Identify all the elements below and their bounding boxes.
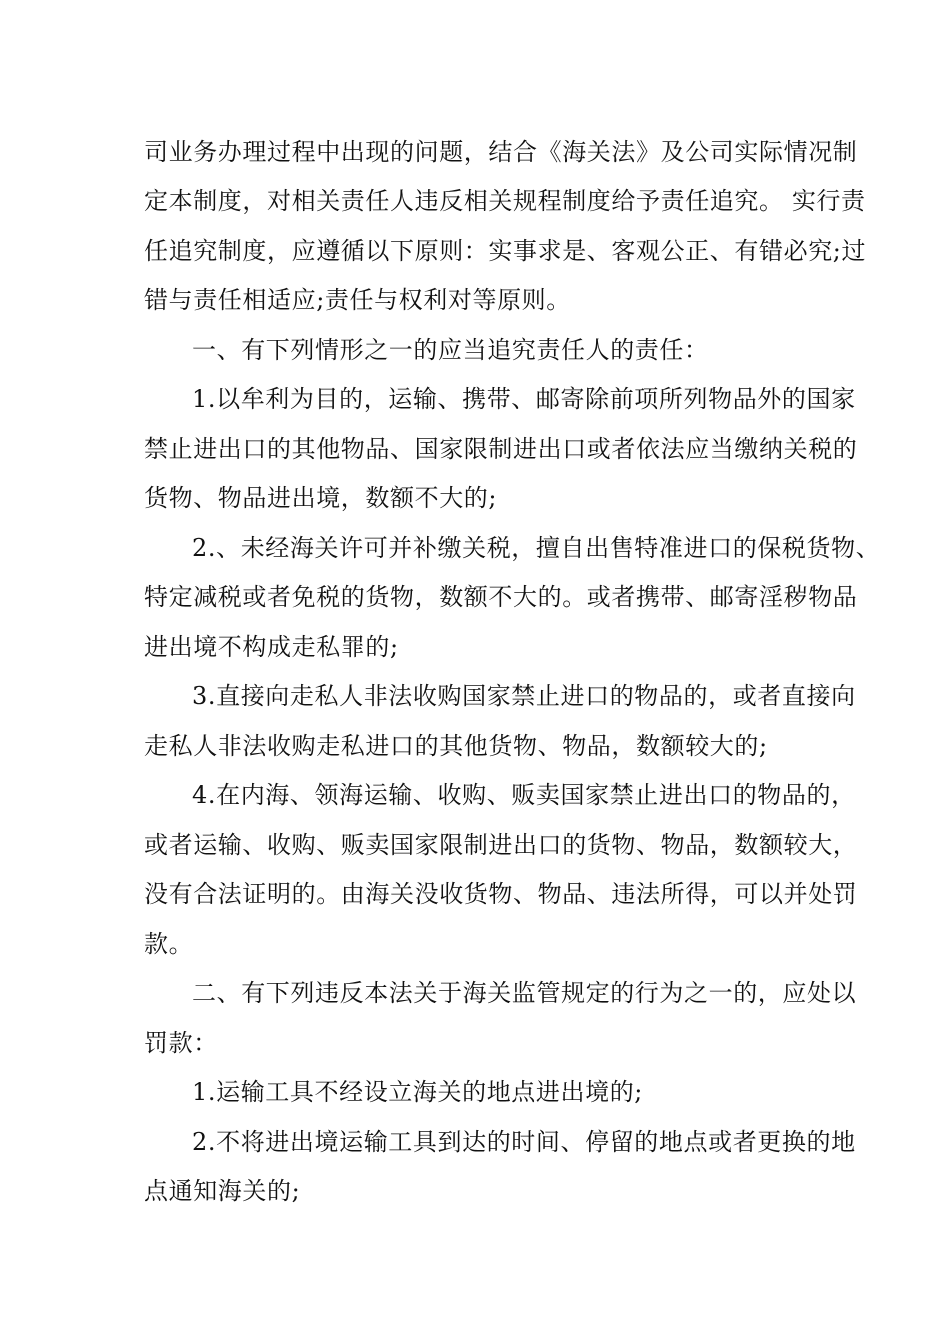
- text-line: 司业务办理过程中出现的问题，结合《海关法》及公司实际情况制: [144, 138, 858, 166]
- text-line: 款。: [144, 930, 194, 958]
- list-item-start: 1.以牟利为目的，运输、携带、邮寄除前项所列物品外的国家: [192, 385, 856, 413]
- list-item-start: 2.、未经海关许可并补缴关税，擅自出售特准进口的保税货物、: [192, 534, 881, 562]
- text-line: 点通知海关的;: [144, 1177, 301, 1205]
- text-line: 货物、物品进出境，数额不大的;: [144, 484, 498, 512]
- list-item-start: 2.不将进出境运输工具到达的时间、停留的地点或者更换的地: [192, 1128, 856, 1156]
- text-line: 没有合法证明的。由海关没收货物、物品、违法所得，可以并处罚: [144, 880, 858, 908]
- text-line: 进出境不构成走私罪的;: [144, 633, 399, 661]
- text-line: 禁止进出口的其他物品、国家限制进出口或者依法应当缴纳关税的: [144, 435, 858, 463]
- text-line: 特定减税或者免税的货物，数额不大的。或者携带、邮寄淫秽物品: [144, 583, 858, 611]
- text-line: 错与责任相适应;责任与权利对等原则。: [144, 286, 571, 314]
- text-line: 走私人非法收购走私进口的其他货物、物品，数额较大的;: [144, 732, 768, 760]
- section-heading: 二、有下列违反本法关于海关监管规定的行为之一的，应处以: [192, 979, 857, 1007]
- list-item-start: 3.直接向走私人非法收购国家禁止进口的物品的，或者直接向: [192, 682, 856, 710]
- text-line: 定本制度，对相关责任人违反相关规程制度给予责任追究。 实行责: [144, 187, 866, 215]
- text-line: 任追究制度，应遵循以下原则：实事求是、客观公正、有错必究;过: [144, 237, 867, 265]
- text-line: 或者运输、收购、贩卖国家限制进出口的货物、物品，数额较大，: [144, 831, 858, 859]
- list-item-start: 1.运输工具不经设立海关的地点进出境的;: [192, 1078, 643, 1106]
- list-item-start: 4.在内海、领海运输、收购、贩卖国家禁止进出口的物品的，: [192, 781, 856, 809]
- section-heading: 一、有下列情形之一的应当追究责任人的责任：: [192, 336, 709, 364]
- text-line: 罚款：: [144, 1029, 218, 1057]
